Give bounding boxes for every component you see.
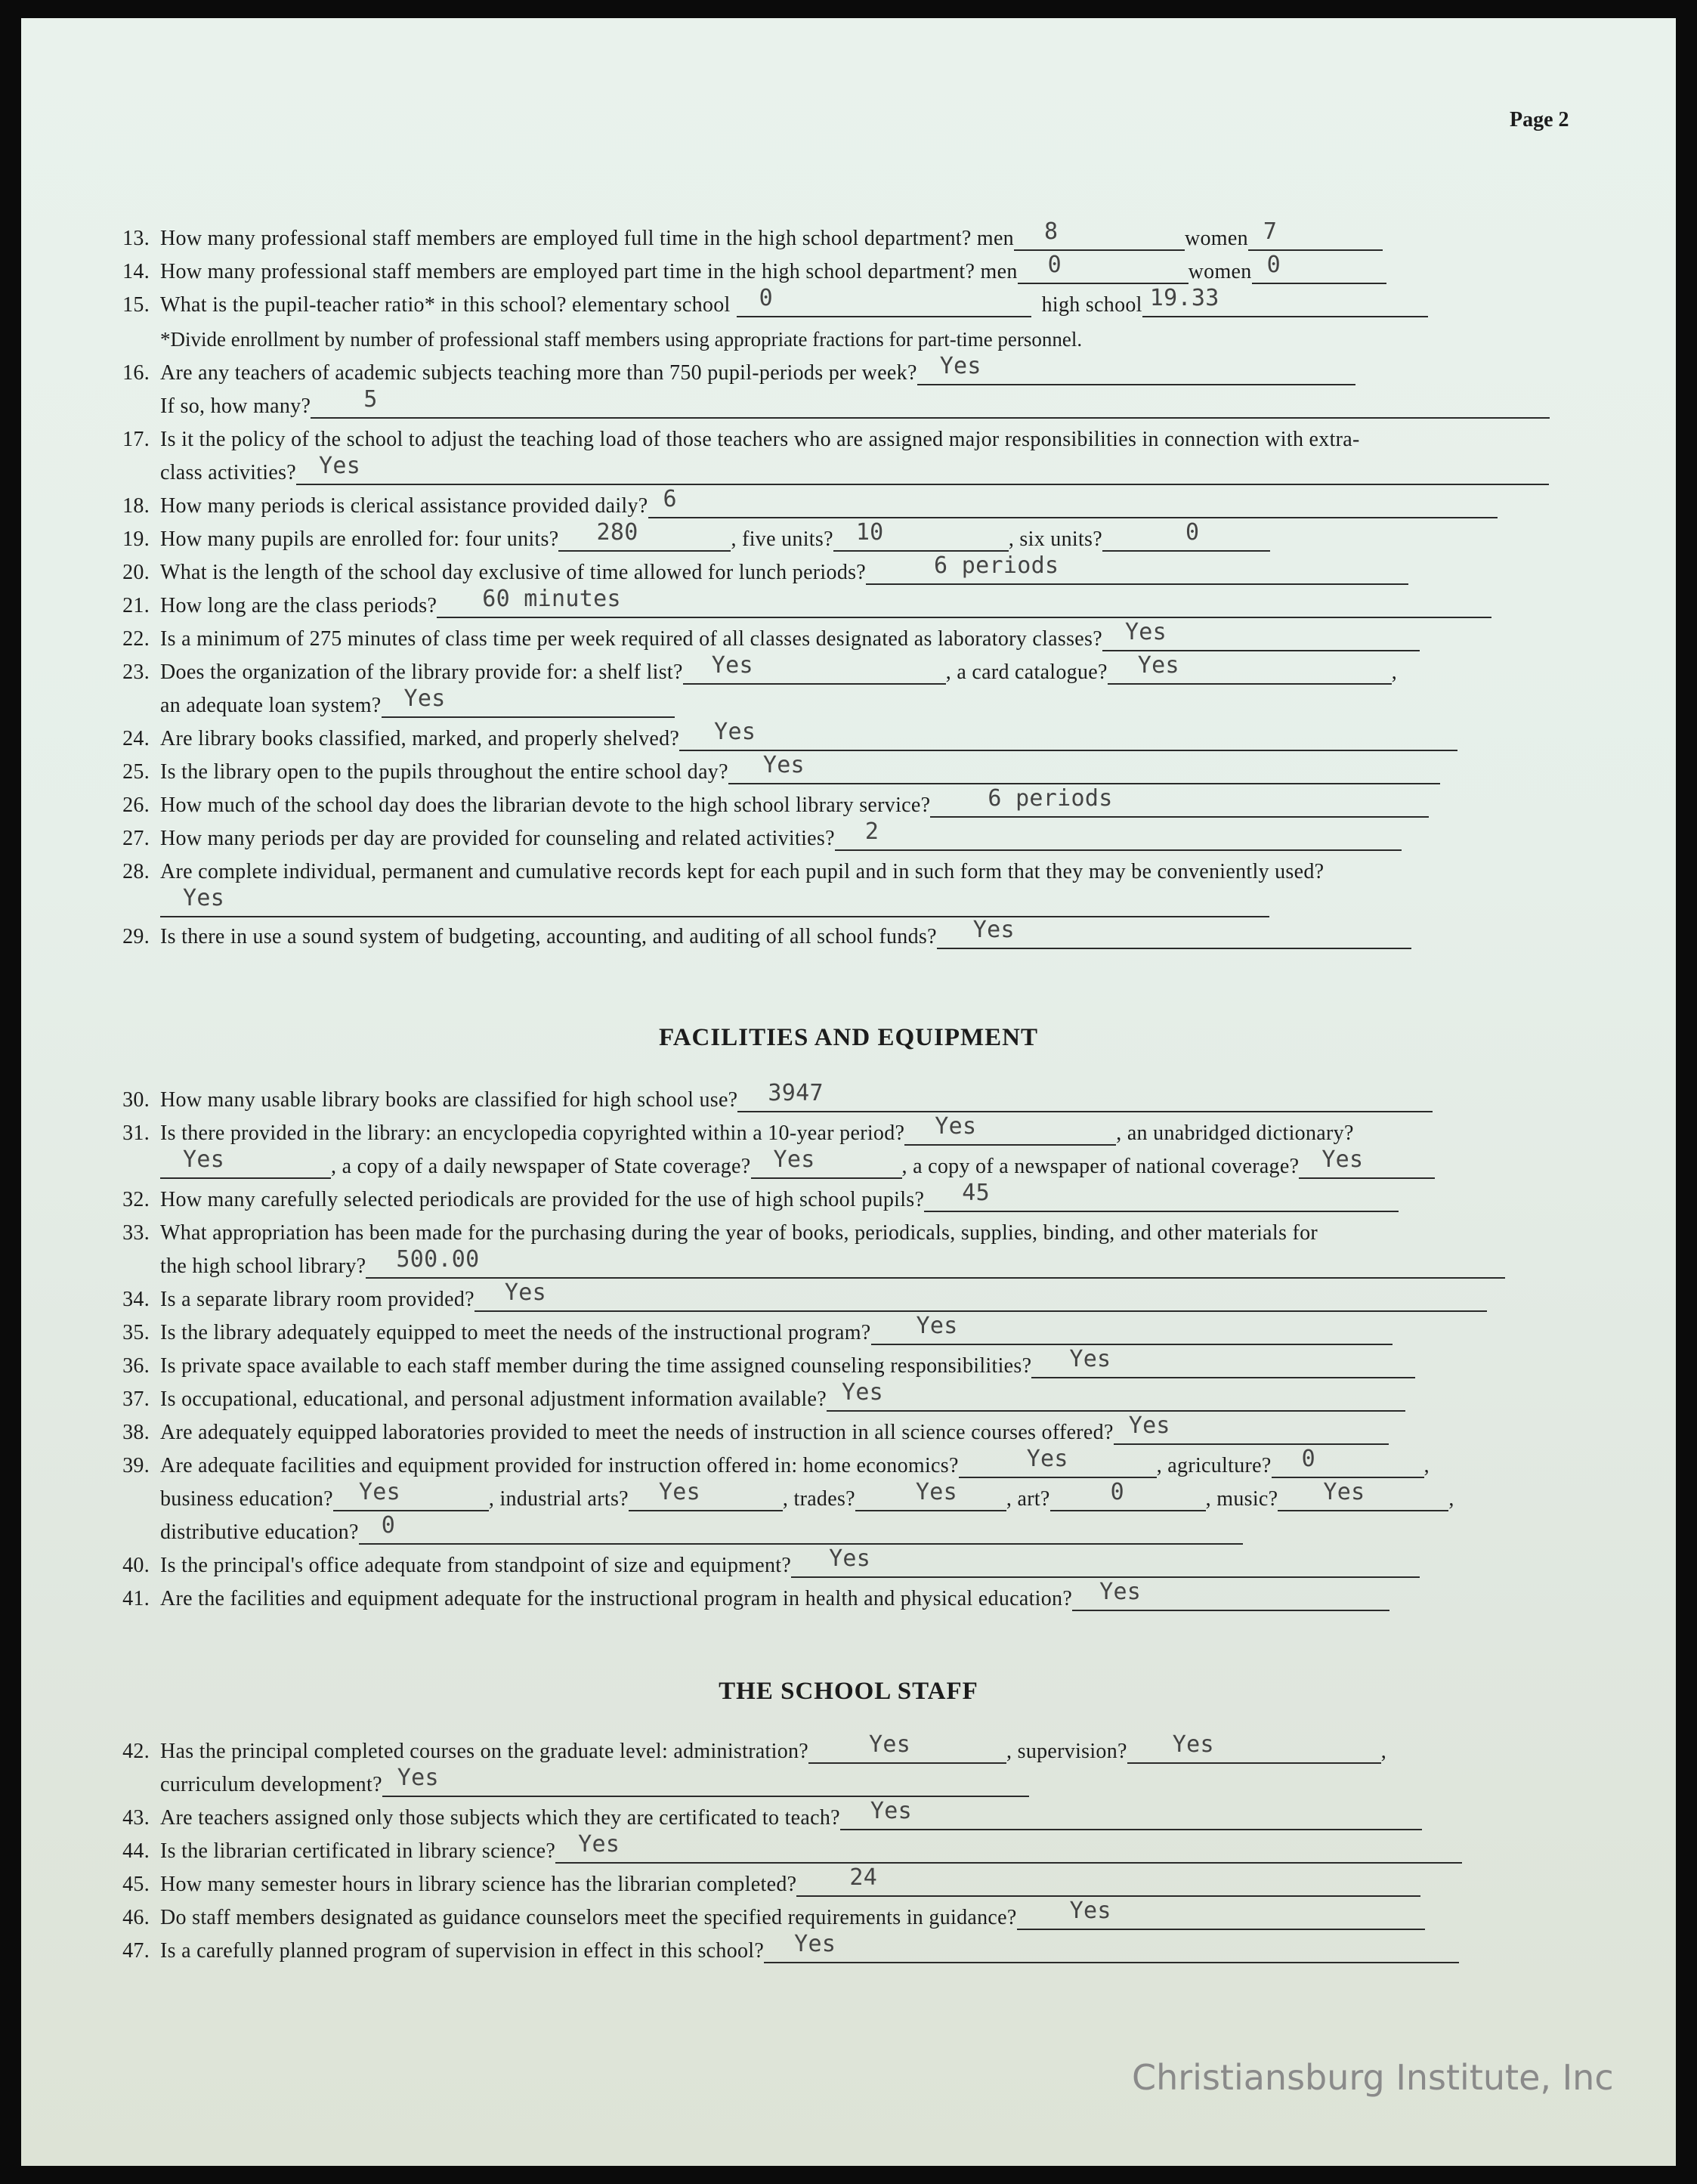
answer-men: 0 <box>1047 252 1062 278</box>
answer-high-school: 19.33 <box>1149 285 1219 311</box>
question-text: How many carefully selected periodicals are provided for the use of high school pupils? <box>160 1188 925 1211</box>
answer-field[interactable] <box>555 1831 1462 1864</box>
question-number: 32. <box>122 1188 150 1211</box>
answer: Yes <box>1099 1579 1142 1605</box>
question-text: Does the organization of the library provide for: a shelf list? <box>160 660 683 684</box>
answer-field-art[interactable] <box>1050 1479 1206 1511</box>
question-number: 38. <box>122 1421 150 1444</box>
answer: 6 <box>663 486 677 512</box>
answer: Yes <box>794 1931 836 1957</box>
question-text-national-newspaper: , a copy of a newspaper of national coverage? <box>901 1155 1300 1178</box>
answer-field-men[interactable] <box>1018 252 1189 284</box>
answer: 2 <box>864 818 879 845</box>
question-text-distributive: distributive education? <box>160 1520 359 1544</box>
question-15 <box>113 285 1587 326</box>
answer-field-dictionary[interactable] <box>160 1146 331 1179</box>
question-number: 17. <box>122 428 150 451</box>
question-text: How many pupils are enrolled for: four units? <box>160 527 559 551</box>
answer: Yes <box>762 752 805 778</box>
answer-field-card-catalogue[interactable] <box>1108 652 1392 685</box>
question-number: 26. <box>122 793 150 817</box>
question-text: Is occupational, educational, and personal adjustment information available? <box>160 1387 827 1411</box>
answer-national-newspaper: Yes <box>1321 1146 1364 1173</box>
question-37 <box>113 1379 1587 1421</box>
answer-field[interactable] <box>366 1246 1505 1279</box>
answer-field[interactable] <box>737 1080 1433 1112</box>
answer-field-supervision[interactable] <box>1127 1731 1381 1764</box>
question-30 <box>113 1080 1587 1121</box>
question-number: 44. <box>122 1839 150 1863</box>
question-number: 36. <box>122 1354 150 1378</box>
answer-field[interactable] <box>728 752 1440 784</box>
question-19 <box>113 519 1587 561</box>
answer-field[interactable] <box>1102 619 1420 651</box>
question-number: 46. <box>122 1906 150 1929</box>
question-number: 40. <box>122 1554 150 1577</box>
question-number: 23. <box>122 660 150 684</box>
question-text: Are any teachers of academic subjects teaching more than 750 pupil-periods per week? <box>160 361 917 385</box>
question-text: Are complete individual, permanent and cumulative records kept for each pupil and in such form that they may be conveniently used? <box>160 860 1325 883</box>
question-number: 47. <box>122 1939 150 1963</box>
question-text-supervision: , supervision? <box>1006 1740 1127 1763</box>
question-text: Do staff members designated as guidance counselors meet the specified requirements in guidance? <box>160 1906 1017 1929</box>
answer-field[interactable] <box>160 885 1269 917</box>
question-26 <box>113 785 1587 827</box>
answer: Yes <box>1124 619 1167 645</box>
answer-field[interactable] <box>1072 1579 1389 1611</box>
question-number: 18. <box>122 494 150 518</box>
answer-field-elementary[interactable] <box>737 285 1031 317</box>
question-22 <box>113 619 1587 660</box>
question-text-trades: , trades? <box>782 1487 855 1511</box>
answer: Yes <box>939 353 981 379</box>
answer: Yes <box>1069 1898 1111 1924</box>
section-heading-facilities: FACILITIES AND EQUIPMENT <box>659 1024 1038 1051</box>
answer-field[interactable] <box>648 486 1498 518</box>
question-number: 28. <box>122 860 150 883</box>
answer-field-six-units[interactable] <box>1102 519 1270 552</box>
answer-dictionary: Yes <box>183 1146 225 1173</box>
question-39 <box>113 1446 1587 1554</box>
question-text-art: , art? <box>1006 1487 1050 1511</box>
question-text-music: , music? <box>1205 1487 1278 1511</box>
question-text: How much of the school day does the librarian devote to the high school library service? <box>160 793 931 817</box>
question-text-card-catalogue: , a card catalogue? <box>945 660 1108 684</box>
answer: Yes <box>183 885 225 911</box>
question-number: 27. <box>122 827 150 850</box>
question-text: How long are the class periods? <box>160 594 437 617</box>
answer-six-units: 0 <box>1185 519 1200 546</box>
question-text: Is it the policy of the school to adjust the teaching load of those teachers who are assigned major responsibilities in connection with extra- <box>160 428 1360 451</box>
answer-field-industrial-arts[interactable] <box>629 1479 783 1511</box>
question-number: 41. <box>122 1587 150 1610</box>
question-text: Has the principal completed courses on the graduate level: administration? <box>160 1740 809 1763</box>
question-text: Is a minimum of 275 minutes of class time per week required of all classes designated as laboratory classes? <box>160 627 1102 651</box>
answer-field[interactable] <box>1114 1412 1389 1445</box>
answer-field-men[interactable] <box>1014 218 1185 251</box>
question-43 <box>113 1798 1587 1839</box>
answer-field[interactable] <box>866 552 1408 585</box>
comma: , <box>1391 660 1398 684</box>
answer-field-home-economics[interactable] <box>959 1446 1157 1478</box>
answer-field[interactable] <box>1031 1346 1415 1378</box>
question-number: 45. <box>122 1873 150 1896</box>
question-text: Is a carefully planned program of supervision in effect in this school? <box>160 1939 765 1963</box>
question-text: Is the library adequately equipped to meet the needs of the instructional program? <box>160 1321 871 1344</box>
answer-women: 0 <box>1266 252 1281 278</box>
answer-distributive: 0 <box>381 1512 396 1539</box>
watermark: Christiansburg Institute, Inc <box>1132 2057 1614 2098</box>
question-number: 15. <box>122 293 150 317</box>
answer-field[interactable] <box>871 1313 1393 1345</box>
question-number: 22. <box>122 627 150 651</box>
answer-four-units: 280 <box>596 519 638 546</box>
question-27 <box>113 818 1587 860</box>
answer: 45 <box>962 1180 990 1206</box>
answer-supervision: Yes <box>1172 1731 1214 1758</box>
question-34 <box>113 1279 1587 1321</box>
answer-field[interactable] <box>835 818 1402 851</box>
question-text-state-newspaper: , a copy of a daily newspaper of State coverage? <box>331 1155 751 1178</box>
answer-field[interactable] <box>679 719 1457 751</box>
footnote: *Divide enrollment by number of professional staff members using appropriate fractions for part-time personnel. <box>160 328 1083 351</box>
answer-how-many: 5 <box>363 386 378 413</box>
answer-field-agriculture[interactable] <box>1272 1446 1424 1478</box>
answer-field-how-many[interactable] <box>311 386 1550 419</box>
answer-field-trades[interactable] <box>855 1479 1006 1511</box>
question-38 <box>113 1412 1587 1454</box>
answer-card-catalogue: Yes <box>1137 652 1179 679</box>
question-text: Are adequate facilities and equipment provided for instruction offered in: home economics? <box>160 1454 959 1477</box>
question-number: 37. <box>122 1387 150 1411</box>
answer: Yes <box>504 1279 546 1306</box>
question-text: Is a separate library room provided? <box>160 1288 474 1311</box>
answer-field[interactable] <box>827 1379 1405 1412</box>
answer-elementary: 0 <box>759 285 773 311</box>
question-text-six-units: , six units? <box>1008 527 1102 551</box>
question-number: 39. <box>122 1454 150 1477</box>
question-24 <box>113 719 1587 760</box>
answer-home-economics: Yes <box>1026 1446 1068 1472</box>
question-text: What appropriation has been made for the purchasing during the year of books, periodicals, supplies, binding, and other materials for <box>160 1221 1318 1245</box>
question-42 <box>113 1731 1587 1806</box>
answer-field[interactable] <box>917 353 1355 385</box>
section-heading-staff: THE SCHOOL STAFF <box>719 1678 978 1705</box>
question-number: 35. <box>122 1321 150 1344</box>
question-text-dictionary: , an unabridged dictionary? <box>1116 1121 1354 1145</box>
answer-field[interactable] <box>924 1180 1399 1212</box>
answer-field[interactable] <box>930 785 1429 818</box>
question-text: How many periods is clerical assistance provided daily? <box>160 494 648 518</box>
question-text: Is the principal's office adequate from standpoint of size and equipment? <box>160 1554 792 1577</box>
answer-art: 0 <box>1110 1479 1125 1505</box>
question-number: 20. <box>122 561 150 584</box>
answer-field[interactable] <box>437 586 1491 618</box>
question-number: 14. <box>122 260 150 283</box>
answer: Yes <box>829 1545 871 1572</box>
answer: Yes <box>1069 1346 1111 1372</box>
question-40 <box>113 1545 1587 1587</box>
question-text: Is the librarian certificated in library science? <box>160 1839 556 1863</box>
answer-administration: Yes <box>869 1731 911 1758</box>
answer-industrial-arts: Yes <box>658 1479 700 1505</box>
question-number: 31. <box>122 1121 150 1145</box>
answer-shelf-list: Yes <box>711 652 753 679</box>
question-46 <box>113 1898 1587 1939</box>
question-47 <box>113 1931 1587 1972</box>
question-number: 42. <box>122 1740 150 1763</box>
question-text: Are the facilities and equipment adequate for the instructional program in health and physical education? <box>160 1587 1073 1610</box>
question-21 <box>113 586 1587 627</box>
question-text: How many professional staff members are employed full time in the high school department? men <box>160 227 1014 250</box>
question-29 <box>113 917 1587 958</box>
question-number: 34. <box>122 1288 150 1311</box>
answer: Yes <box>714 719 756 745</box>
question-text-curriculum: curriculum development? <box>160 1773 382 1796</box>
answer-field-administration[interactable] <box>808 1731 1006 1764</box>
answer-music: Yes <box>1323 1479 1365 1505</box>
answer-field[interactable] <box>840 1798 1422 1830</box>
question-number: 16. <box>122 361 150 385</box>
answer-women: 7 <box>1263 218 1278 245</box>
answer-field-women[interactable] <box>1252 252 1386 284</box>
question-text-cont: class activities? <box>160 461 297 484</box>
question-number: 24. <box>122 727 150 750</box>
question-text-women: women <box>1184 227 1248 250</box>
question-number: 30. <box>122 1088 150 1112</box>
answer: Yes <box>841 1379 884 1406</box>
answer-encyclopedia: Yes <box>935 1113 977 1140</box>
question-number: 19. <box>122 527 150 551</box>
answer-five-units: 10 <box>855 519 884 546</box>
answer-curriculum: Yes <box>397 1765 439 1791</box>
answer: 3947 <box>768 1080 824 1106</box>
question-number: 13. <box>122 227 150 250</box>
answer-men: 8 <box>1043 218 1059 245</box>
question-text: How many semester hours in library science has the librarian completed? <box>160 1873 797 1896</box>
question-text: Are teachers assigned only those subjects which they are certificated to teach? <box>160 1806 840 1830</box>
answer-field-encyclopedia[interactable] <box>904 1113 1116 1146</box>
question-31 <box>113 1113 1587 1188</box>
question-number: 33. <box>122 1221 150 1245</box>
comma: , <box>1448 1487 1454 1511</box>
question-text-five-units: , five units? <box>731 527 833 551</box>
answer: 6 periods <box>988 785 1113 812</box>
answer: Yes <box>916 1313 958 1339</box>
question-text-cont: the high school library? <box>160 1254 366 1278</box>
question-text-industrial-arts: , industrial arts? <box>488 1487 629 1511</box>
answer-agriculture: 0 <box>1301 1446 1315 1472</box>
question-14 <box>113 252 1587 293</box>
answer-field[interactable] <box>1017 1898 1425 1930</box>
comma: , <box>1380 1740 1387 1763</box>
question-23 <box>113 652 1587 727</box>
question-32 <box>113 1180 1587 1221</box>
answer: 500.00 <box>396 1246 480 1273</box>
answer: 6 periods <box>934 552 1059 579</box>
answer-field-music[interactable] <box>1278 1479 1448 1511</box>
question-number: 43. <box>122 1806 150 1830</box>
answer-field-curriculum[interactable] <box>382 1765 1029 1797</box>
answer-field-distributive[interactable] <box>359 1512 1243 1545</box>
answer-field-five-units[interactable] <box>833 519 1009 552</box>
answer-business: Yes <box>358 1479 400 1505</box>
question-text: Is the library open to the pupils throughout the entire school day? <box>160 760 728 784</box>
answer: Yes <box>972 917 1015 943</box>
answer-field-business[interactable] <box>333 1479 489 1511</box>
answer-field[interactable] <box>296 453 1549 485</box>
answer: Yes <box>319 453 361 479</box>
answer-field[interactable] <box>796 1864 1420 1897</box>
answer-field-four-units[interactable] <box>558 519 731 552</box>
answer-loan: Yes <box>403 685 446 712</box>
question-text-agriculture: , agriculture? <box>1156 1454 1272 1477</box>
question-35 <box>113 1313 1587 1354</box>
answer: 60 minutes <box>482 586 621 612</box>
question-17 <box>113 428 1587 494</box>
answer-field-women[interactable] <box>1248 218 1383 251</box>
question-13 <box>113 218 1587 260</box>
question-text: Is private space available to each staff member during the time assigned counseling responsibilities? <box>160 1354 1032 1378</box>
question-text: How many usable library books are classified for high school use? <box>160 1088 738 1112</box>
question-25 <box>113 752 1587 793</box>
answer-field-shelf-list[interactable] <box>683 652 946 685</box>
answer-field-national-newspaper[interactable] <box>1299 1146 1435 1179</box>
comma: , <box>1423 1454 1430 1477</box>
answer-field[interactable] <box>791 1545 1420 1578</box>
question-number: 29. <box>122 925 150 948</box>
question-28 <box>113 860 1587 926</box>
question-text-business: business education? <box>160 1487 333 1511</box>
answer-state-newspaper: Yes <box>773 1146 815 1173</box>
question-text: Is there provided in the library: an encyclopedia copyrighted within a 10-year period? <box>160 1121 905 1145</box>
question-text-followup: If so, how many? <box>160 394 311 418</box>
question-45 <box>113 1864 1587 1906</box>
answer-field-state-newspaper[interactable] <box>751 1146 902 1179</box>
question-41 <box>113 1579 1587 1620</box>
answer-trades: Yes <box>915 1479 957 1505</box>
question-text: Are library books classified, marked, and properly shelved? <box>160 727 680 750</box>
question-text: How many professional staff members are employed part time in the high school department? men <box>160 260 1018 283</box>
question-number: 21. <box>122 594 150 617</box>
question-text: Are adequately equipped laboratories provided to meet the needs of instruction in all science courses offered? <box>160 1421 1114 1444</box>
answer-field[interactable] <box>474 1279 1487 1312</box>
question-20 <box>113 552 1587 594</box>
question-text: Is there in use a sound system of budgeting, accounting, and auditing of all school funds? <box>160 925 937 948</box>
question-text-high-school: high school <box>1041 293 1142 317</box>
answer: Yes <box>1128 1412 1170 1439</box>
answer: Yes <box>870 1798 912 1824</box>
question-text: What is the length of the school day exclusive of time allowed for lunch periods? <box>160 561 867 584</box>
question-text: How many periods per day are provided for counseling and related activities? <box>160 827 835 850</box>
question-16 <box>113 353 1587 428</box>
answer-field[interactable] <box>937 917 1411 949</box>
answer: 24 <box>849 1864 878 1891</box>
question-text-women: women <box>1188 260 1252 283</box>
question-text-loan: an adequate loan system? <box>160 694 382 717</box>
question-number: 25. <box>122 760 150 784</box>
answer-field-loan[interactable] <box>382 685 675 718</box>
page-number: Page 2 <box>1510 108 1569 131</box>
answer-field[interactable] <box>764 1931 1459 1963</box>
question-18 <box>113 486 1587 527</box>
question-33 <box>113 1221 1587 1288</box>
answer-field-high-school[interactable] <box>1142 285 1428 317</box>
answer: Yes <box>578 1831 620 1858</box>
question-text: What is the pupil-teacher ratio* in this school? elementary school <box>160 293 731 317</box>
